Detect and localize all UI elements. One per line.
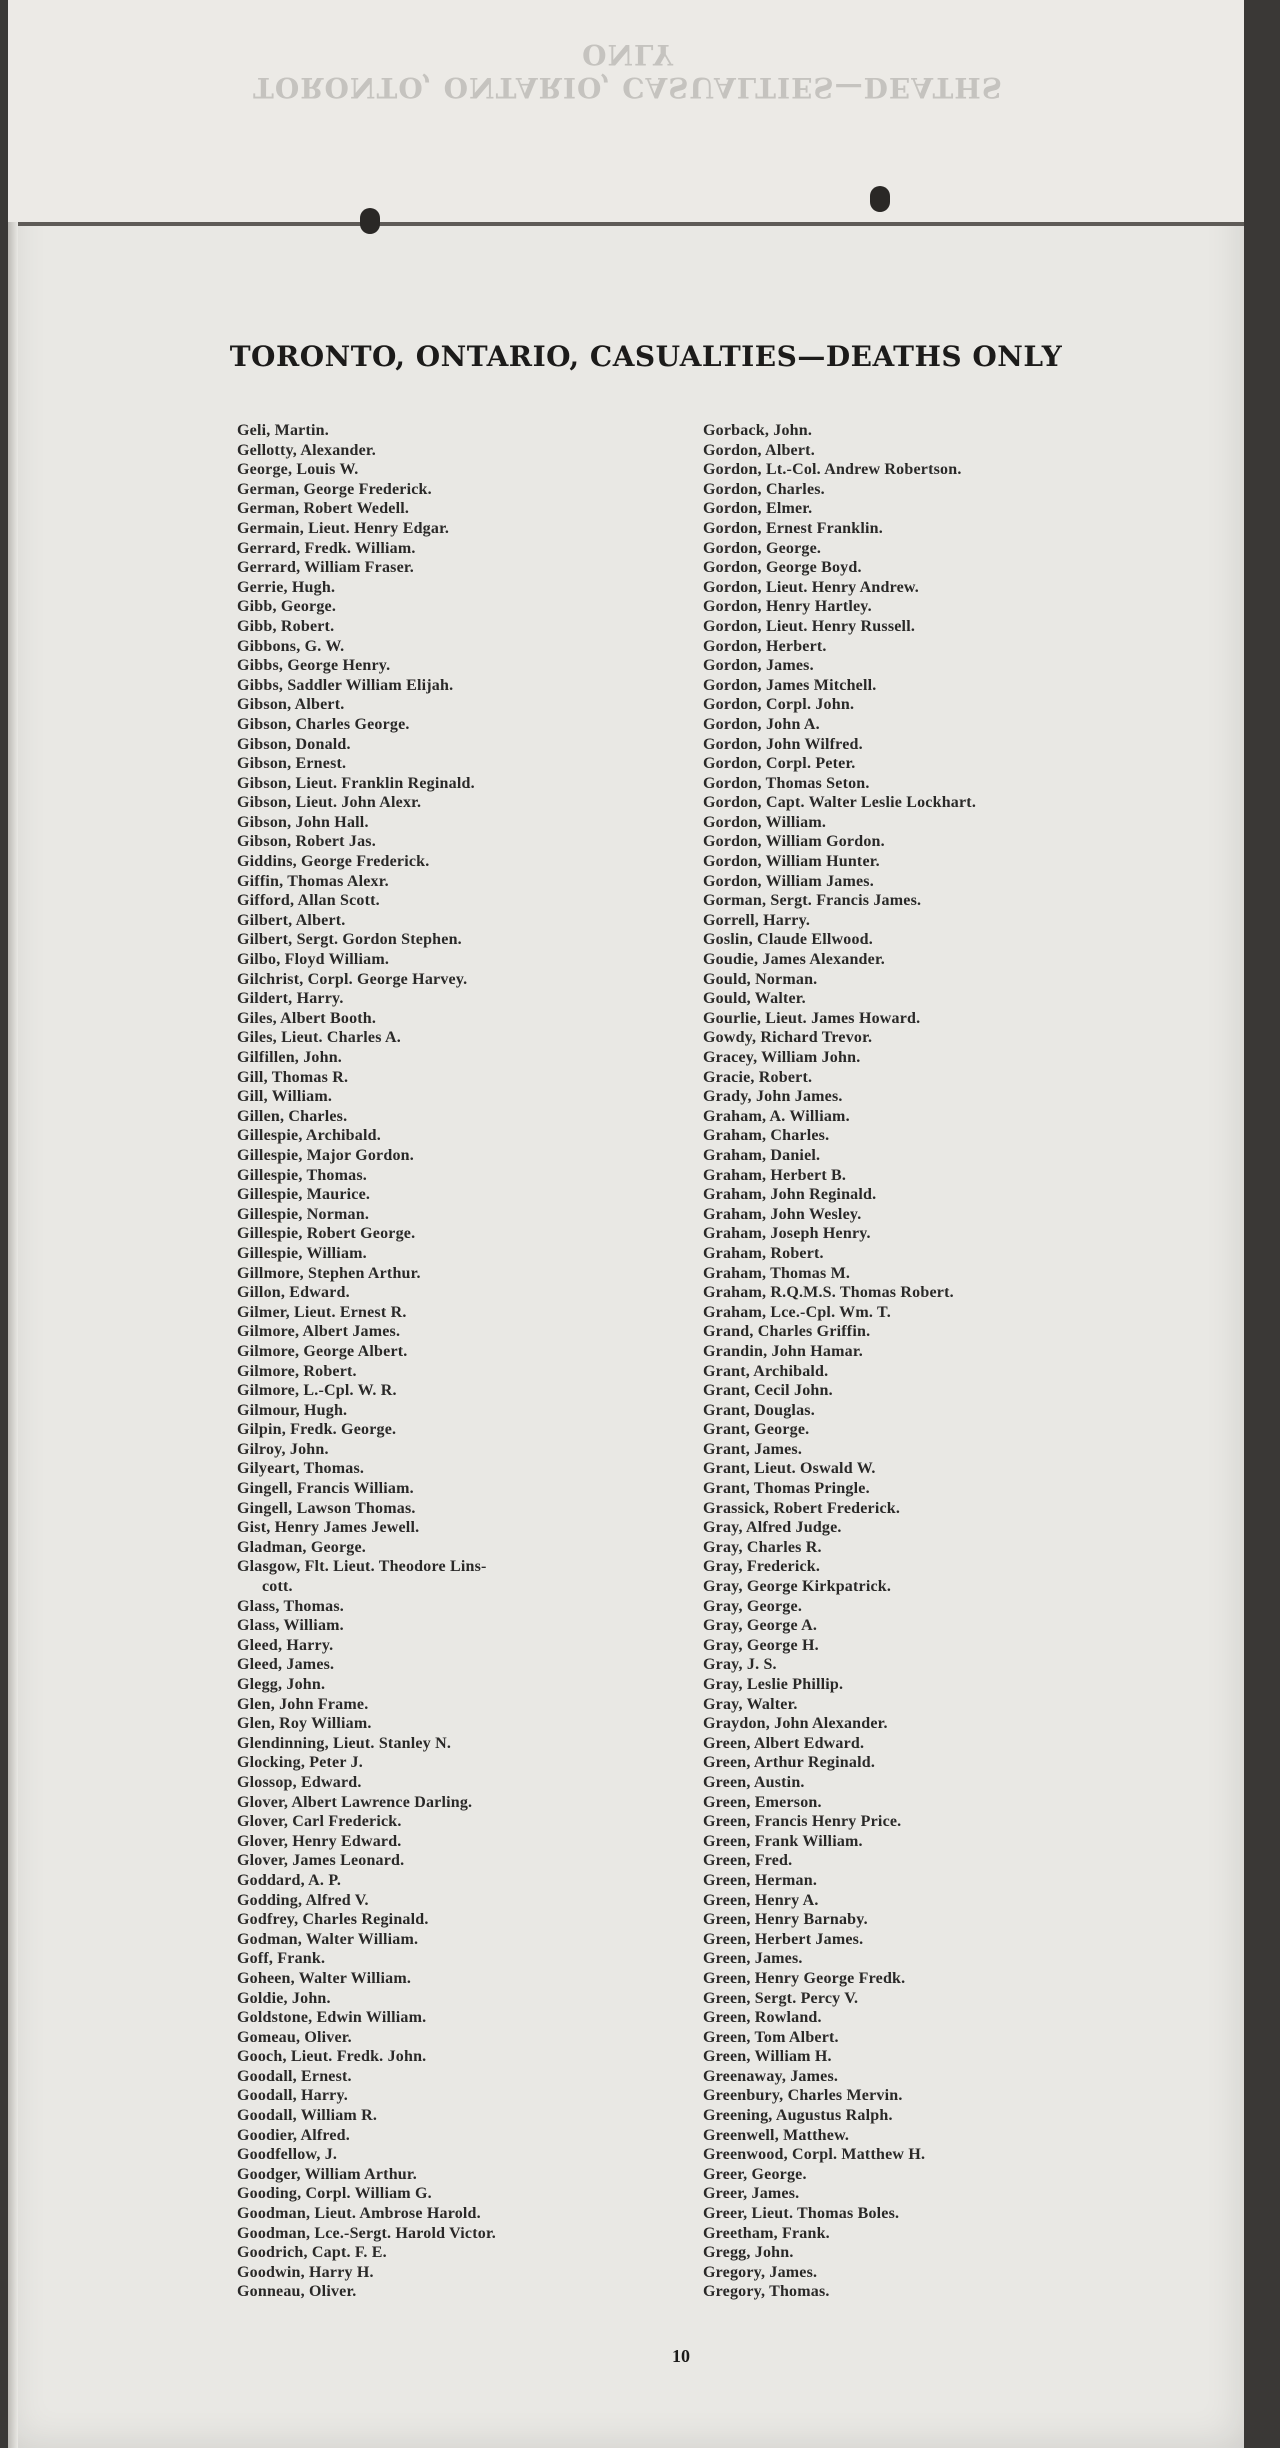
casualty-entry: Gilchrist, Corpl. George Harvey. xyxy=(237,970,468,988)
casualty-entry: Graham, A. William. xyxy=(703,1107,850,1125)
casualty-entry: Graham, John Reginald. xyxy=(703,1186,877,1204)
casualty-entry: Goldstone, Edwin William. xyxy=(237,2009,427,2027)
casualty-entry: Gordon, George Boyd. xyxy=(703,559,862,577)
casualty-entry: Gilmore, Robert. xyxy=(237,1362,357,1380)
casualty-entry: Gifford, Allan Scott. xyxy=(237,892,380,910)
casualty-entry: Gilmer, Lieut. Ernest R. xyxy=(237,1303,407,1321)
casualty-entry: Greer, James. xyxy=(703,2185,800,2203)
casualty-entry: Glass, William. xyxy=(237,1617,344,1635)
casualty-entry: Gordon, Elmer. xyxy=(703,500,813,518)
casualty-entry: Green, Albert Edward. xyxy=(703,1734,865,1752)
casualty-entry: Gordon, James Mitchell. xyxy=(703,676,877,694)
casualty-entry: Gibb, George. xyxy=(237,598,337,616)
casualty-entry: Graham, Lce.-Cpl. Wm. T. xyxy=(703,1303,891,1321)
casualty-entry: Glover, Albert Lawrence Darling. xyxy=(237,1793,473,1811)
casualty-entry: Gilbert, Sergt. Gordon Stephen. xyxy=(237,931,462,949)
casualty-entry: Glossop, Edward. xyxy=(237,1773,362,1791)
casualty-entry: Goodwin, Harry H. xyxy=(237,2263,374,2281)
casualty-entry: Graham, Joseph Henry. xyxy=(703,1225,871,1243)
casualty-entry: Gray, George. xyxy=(703,1597,803,1615)
casualty-entry: Glass, Thomas. xyxy=(237,1597,344,1615)
casualty-entry: Grant, Archibald. xyxy=(703,1362,829,1380)
casualty-entry: Gibson, Lieut. John Alexr. xyxy=(237,794,422,812)
casualty-entry: Gibbons, G. W. xyxy=(237,637,345,655)
casualty-entry: Green, Emerson. xyxy=(703,1793,822,1811)
casualty-entry: Goodrich, Capt. F. E. xyxy=(237,2244,387,2262)
casualty-entry: Gorback, John. xyxy=(703,422,813,439)
casualty-entry: Gourlie, Lieut. James Howard. xyxy=(703,1009,921,1027)
casualty-entry: Gonneau, Oliver. xyxy=(237,2283,357,2301)
casualty-entry: Gowdy, Richard Trevor. xyxy=(703,1029,873,1047)
casualty-entry: Glen, Roy William. xyxy=(237,1715,372,1733)
binder-hole-right xyxy=(870,186,890,212)
casualty-entry: Gregory, James. xyxy=(703,2263,818,2281)
casualty-entry: Glegg, John. xyxy=(237,1676,326,1693)
casualty-entry: Gilpin, Fredk. George. xyxy=(237,1421,397,1439)
casualty-entry: Grady, John James. xyxy=(703,1088,843,1106)
casualty-entry: Gordon, William James. xyxy=(703,872,874,890)
casualty-entry: Greening, Augustus Ralph. xyxy=(703,2107,893,2125)
casualty-entry: Gilbo, Floyd William. xyxy=(237,951,390,969)
casualty-entry: Goff, Frank. xyxy=(237,1950,326,1968)
casualty-entry: Gordon, Henry Hartley. xyxy=(703,598,872,616)
casualty-entry: Gordon, Lieut. Henry Andrew. xyxy=(703,578,919,596)
casualty-entry: Grant, Cecil John. xyxy=(703,1382,833,1400)
casualty-entry: Gould, Norman. xyxy=(703,970,818,988)
casualty-entry: Gray, Alfred Judge. xyxy=(703,1519,842,1537)
casualty-entry: Graham, Charles. xyxy=(703,1127,830,1145)
casualty-entry: Gibson, Robert Jas. xyxy=(237,833,376,851)
casualty-entry: Gregg, John. xyxy=(703,2244,794,2262)
casualty-entry: Goheen, Walter William. xyxy=(237,1969,412,1987)
casualty-entry: Glasgow, Flt. Lieut. Theodore Lins- xyxy=(237,1558,487,1576)
casualty-entry: Gildert, Harry. xyxy=(237,990,344,1008)
casualty-entry: cott. xyxy=(262,1578,293,1596)
casualty-entry: Green, Arthur Reginald. xyxy=(703,1754,876,1772)
casualty-entry: Gerrie, Hugh. xyxy=(237,578,336,596)
casualty-entry: Gillespie, Robert George. xyxy=(237,1225,416,1243)
casualty-entry: Gillespie, Thomas. xyxy=(237,1166,367,1184)
casualty-entry: Glover, James Leonard. xyxy=(237,1852,405,1870)
top-flap xyxy=(8,0,1244,226)
casualty-entry: Gordon, Corpl. John. xyxy=(703,696,855,714)
casualty-entry: Graham, John Wesley. xyxy=(703,1205,862,1223)
casualty-entry: Greetham, Frank. xyxy=(703,2224,830,2242)
casualty-entry: Gray, Charles R. xyxy=(703,1538,822,1556)
casualty-entry: Green, Herbert James. xyxy=(703,1930,864,1948)
casualty-entry: Gladman, George. xyxy=(237,1538,366,1556)
casualty-entry: Goslin, Claude Ellwood. xyxy=(703,931,873,949)
casualty-entry: Gould, Walter. xyxy=(703,990,806,1008)
casualty-entry: Gillon, Edward. xyxy=(237,1284,350,1302)
casualty-entry: Green, Henry Barnaby. xyxy=(703,1911,868,1929)
casualty-entry: Gordon, Lieut. Henry Russell. xyxy=(703,617,916,635)
casualty-entry: Green, Henry George Fredk. xyxy=(703,1969,906,1987)
casualty-entry: Green, Austin. xyxy=(703,1773,805,1791)
casualty-entry: Graydon, John Alexander. xyxy=(703,1715,888,1733)
casualty-entry: Green, Tom Albert. xyxy=(703,2028,839,2046)
casualty-entry: Gilbert, Albert. xyxy=(237,911,346,929)
casualty-entry: Gray, Frederick. xyxy=(703,1558,821,1576)
casualty-entry: Gordon, George. xyxy=(703,539,822,557)
casualty-entry: Gibbs, George Henry. xyxy=(237,657,391,675)
casualty-entry: Grant, George. xyxy=(703,1421,810,1439)
casualty-entry: Glen, John Frame. xyxy=(237,1695,369,1713)
casualty-entry: Gilyeart, Thomas. xyxy=(237,1460,365,1478)
casualty-entry: Greer, George. xyxy=(703,2165,807,2183)
casualty-entry: Goodall, Harry. xyxy=(237,2087,348,2105)
casualty-entry: Greenbury, Charles Mervin. xyxy=(703,2087,903,2105)
casualty-entry: Gorman, Sergt. Francis James. xyxy=(703,892,922,910)
casualty-entry: Grassick, Robert Frederick. xyxy=(703,1499,901,1517)
casualty-entry: Gibson, John Hall. xyxy=(237,813,369,831)
casualty-entry: Gilfillen, John. xyxy=(237,1049,342,1066)
casualty-entry: Gibbs, Saddler William Elijah. xyxy=(237,676,454,694)
casualty-entry: Gray, George A. xyxy=(703,1617,818,1635)
casualty-entry: Gillmore, Stephen Arthur. xyxy=(237,1264,421,1282)
casualty-entry: Gordon, Albert. xyxy=(703,441,815,459)
casualty-entry: Goudie, James Alexander. xyxy=(703,951,885,969)
casualty-entry: Gilmore, Albert James. xyxy=(237,1323,401,1341)
names-column-left xyxy=(237,421,496,2302)
casualty-entry: Grant, Douglas. xyxy=(703,1401,815,1419)
casualty-entry: Gist, Henry James Jewell. xyxy=(237,1519,420,1537)
casualty-entry: Godfrey, Charles Reginald. xyxy=(237,1911,429,1929)
casualty-entry: Gill, Thomas R. xyxy=(237,1068,349,1086)
casualty-entry: Glover, Henry Edward. xyxy=(237,1832,402,1850)
casualty-entry: Gray, George Kirkpatrick. xyxy=(703,1578,892,1596)
casualty-entry: Green, Herman. xyxy=(703,1871,818,1889)
casualty-entry: Glocking, Peter J. xyxy=(237,1754,363,1772)
casualty-entry: Gooding, Corpl. William G. xyxy=(237,2185,432,2203)
casualty-entry: Goodall, William R. xyxy=(237,2107,378,2125)
casualty-entry: Gray, J. S. xyxy=(703,1656,777,1674)
casualty-entry: Gordon, William Hunter. xyxy=(703,853,880,871)
casualty-entry: Goodall, Ernest. xyxy=(237,2067,352,2085)
casualty-entry: Gerrard, Fredk. William. xyxy=(237,539,416,557)
casualty-entry: Gingell, Lawson Thomas. xyxy=(237,1499,416,1517)
casualty-entry: Gordon, John Wilfred. xyxy=(703,735,863,753)
casualty-entry: Gordon, Charles. xyxy=(703,480,825,498)
casualty-entry: Goodier, Alfred. xyxy=(237,2126,350,2144)
casualty-entry: Godman, Walter William. xyxy=(237,1930,419,1948)
casualty-entry: Gorrell, Harry. xyxy=(703,911,811,929)
casualty-entry: Gordon, Ernest Franklin. xyxy=(703,519,883,537)
casualty-entry: Gerrard, William Fraser. xyxy=(237,559,414,577)
casualty-entry: Graham, Robert. xyxy=(703,1244,824,1262)
casualty-entry: Goddard, A. P. xyxy=(237,1871,342,1889)
casualty-entry: Green, Sergt. Percy V. xyxy=(703,1989,859,2007)
casualty-entry: Gibson, Ernest. xyxy=(237,755,347,773)
casualty-entry: Giddins, George Frederick. xyxy=(237,853,430,871)
casualty-entry: Green, William H. xyxy=(703,2048,832,2066)
casualty-entry: Green, Francis Henry Price. xyxy=(703,1813,902,1831)
page-number: 10 xyxy=(672,2346,690,2366)
casualty-entry: Gomeau, Oliver. xyxy=(237,2028,352,2046)
casualty-entry: Gordon, Capt. Walter Leslie Lockhart. xyxy=(703,794,977,812)
mirrored-bleed-text: TORONTO, ONTARIO, CASUALTIES—DEATHS ONLY xyxy=(253,38,1003,104)
casualty-entry: Goodger, William Arthur. xyxy=(237,2165,417,2183)
casualty-entry: Gracie, Robert. xyxy=(703,1068,813,1086)
casualty-entry: Gilmour, Hugh. xyxy=(237,1401,348,1419)
casualty-entry: Green, Fred. xyxy=(703,1852,793,1870)
casualty-entry: Gleed, Harry. xyxy=(237,1636,334,1654)
casualty-entry: German, Robert Wedell. xyxy=(237,500,410,518)
casualty-entry: Gingell, Francis William. xyxy=(237,1480,414,1498)
casualty-entry: Graham, Thomas M. xyxy=(703,1264,851,1282)
casualty-entry: Gilmore, George Albert. xyxy=(237,1342,408,1360)
casualty-entry: Geli, Martin. xyxy=(237,422,329,439)
casualty-entry: Giles, Albert Booth. xyxy=(237,1009,377,1027)
casualty-entry: Gillespie, Maurice. xyxy=(237,1186,371,1204)
casualty-entry: Gray, Leslie Phillip. xyxy=(703,1676,844,1693)
casualty-entry: Gordon, Thomas Seton. xyxy=(703,774,870,792)
casualty-entry: Gray, Walter. xyxy=(703,1695,798,1713)
casualty-entry: Green, Frank William. xyxy=(703,1832,863,1850)
casualty-entry: Gillespie, Archibald. xyxy=(237,1127,381,1145)
casualty-entry: Gibson, Donald. xyxy=(237,735,351,753)
casualty-entry: Greer, Lieut. Thomas Boles. xyxy=(703,2205,900,2223)
casualty-entry: Gordon, John A. xyxy=(703,715,820,733)
casualty-entry: Giffin, Thomas Alexr. xyxy=(237,872,389,890)
casualty-entry: Green, James. xyxy=(703,1950,803,1968)
casualty-entry: Gibb, Robert. xyxy=(237,617,335,635)
casualty-entry: Green, Rowland. xyxy=(703,2009,822,2027)
casualty-entry: Gibson, Lieut. Franklin Reginald. xyxy=(237,774,475,792)
casualty-entry: Gibson, Albert. xyxy=(237,696,345,714)
casualty-entry: Gellotty, Alexander. xyxy=(237,441,376,459)
casualty-entry: Gordon, James. xyxy=(703,657,814,675)
casualty-entry: Grant, Thomas Pringle. xyxy=(703,1480,870,1498)
casualty-entry: Gordon, Lt.-Col. Andrew Robertson. xyxy=(703,461,962,479)
casualty-entry: Gillespie, Norman. xyxy=(237,1205,370,1223)
casualty-entry: Greenaway, James. xyxy=(703,2067,839,2085)
casualty-entry: Gooch, Lieut. Fredk. John. xyxy=(237,2048,427,2066)
casualty-entry: Gilroy, John. xyxy=(237,1440,329,1458)
casualty-entry: Greenwell, Matthew. xyxy=(703,2126,850,2144)
casualty-entry: Goodman, Lce.-Sergt. Harold Victor. xyxy=(237,2224,496,2242)
casualty-entry: Gregory, Thomas. xyxy=(703,2283,830,2301)
casualty-entry: Godding, Alfred V. xyxy=(237,1891,369,1909)
casualty-entry: Germain, Lieut. Henry Edgar. xyxy=(237,519,450,537)
casualty-entry: Gibson, Charles George. xyxy=(237,715,410,733)
binder-hole-left xyxy=(360,208,380,234)
casualty-entry: Goldie, John. xyxy=(237,1989,331,2007)
casualty-entry: Glover, Carl Frederick. xyxy=(237,1813,402,1831)
casualty-entry: Green, Henry A. xyxy=(703,1891,819,1909)
casualty-entry: Giles, Lieut. Charles A. xyxy=(237,1029,401,1047)
ledger-page xyxy=(8,0,1244,2448)
casualty-entry: German, George Frederick. xyxy=(237,480,432,498)
casualty-entry: Gillespie, William. xyxy=(237,1244,367,1262)
casualty-entry: Gleed, James. xyxy=(237,1656,335,1674)
casualty-entry: Gordon, William Gordon. xyxy=(703,833,885,851)
casualty-entry: Gill, William. xyxy=(237,1088,333,1106)
casualty-entry: Gillen, Charles. xyxy=(237,1107,348,1125)
names-column-right xyxy=(703,421,976,2302)
casualty-entry: Grandin, John Hamar. xyxy=(703,1342,863,1360)
casualty-entry: Gilmore, L.-Cpl. W. R. xyxy=(237,1382,397,1400)
casualty-entry: Gordon, Herbert. xyxy=(703,637,827,655)
casualty-entry: Gray, George H. xyxy=(703,1636,819,1654)
casualty-entry: Gordon, William. xyxy=(703,813,827,831)
casualty-entry: Goodman, Lieut. Ambrose Harold. xyxy=(237,2205,481,2223)
casualty-entry: Gracey, William John. xyxy=(703,1049,861,1066)
casualty-entry: Graham, Daniel. xyxy=(703,1146,821,1164)
casualty-entry: Glendinning, Lieut. Stanley N. xyxy=(237,1734,452,1752)
casualty-entry: Grant, Lieut. Oswald W. xyxy=(703,1460,876,1478)
page-edge-shadow xyxy=(8,222,18,2448)
page-title: TORONTO, ONTARIO, CASUALTIES—DEATHS ONLY xyxy=(229,340,1063,373)
casualty-entry: Graham, R.Q.M.S. Thomas Robert. xyxy=(703,1284,954,1302)
casualty-entry: Graham, Herbert B. xyxy=(703,1166,847,1184)
casualty-entry: George, Louis W. xyxy=(237,461,359,479)
casualty-entry: Gillespie, Major Gordon. xyxy=(237,1146,414,1164)
casualty-entry: Goodfellow, J. xyxy=(237,2146,338,2164)
casualty-entry: Gordon, Corpl. Peter. xyxy=(703,755,856,773)
casualty-entry: Greenwood, Corpl. Matthew H. xyxy=(703,2146,926,2164)
casualty-entry: Grand, Charles Griffin. xyxy=(703,1323,871,1341)
casualty-entry: Grant, James. xyxy=(703,1440,803,1458)
